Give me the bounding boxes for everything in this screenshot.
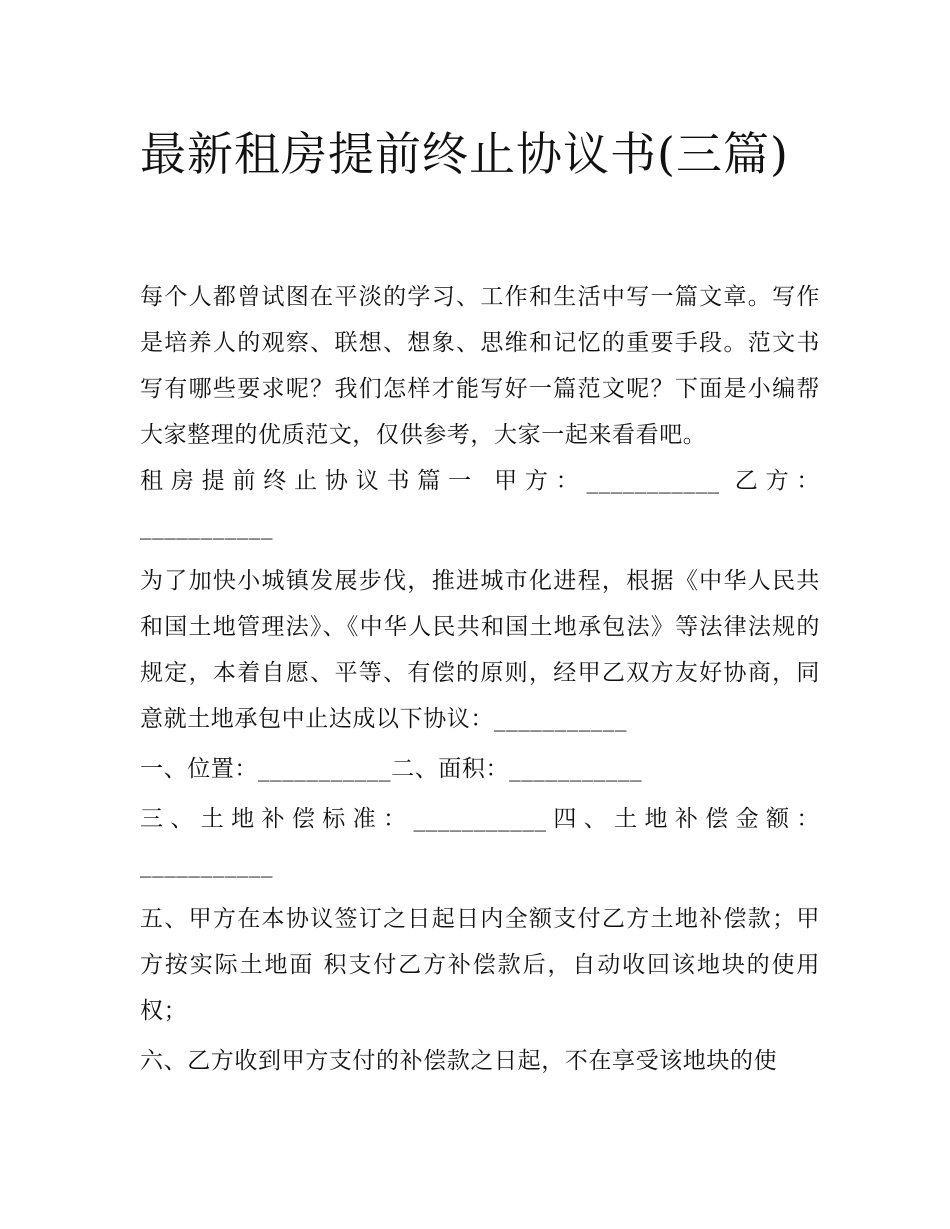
intro-paragraph: 每个人都曾试图在平淡的学习、工作和生活中写一篇文章。写作是培养人的观察、联想、想象、思维和记忆的重要手段。范文书写有哪些要求呢？我们怎样才能写好一篇范文呢？下面是小编帮大家整理的优质范文，仅供参考，大家一起来看看吧。 — [140, 284, 820, 448]
document-body — [140, 274, 820, 1084]
parties-line: 租房提前终止协议书篇一 甲方：___________ 乙方：___________ — [140, 468, 820, 540]
clause-location-area: 一、位置：___________二、面积：___________ — [140, 756, 643, 782]
clause-six: 六、乙方收到甲方支付的补偿款之日起，不在享受该地块的使 — [140, 1048, 778, 1074]
document-title: 最新租房提前终止协议书(三篇) — [140, 127, 789, 181]
clause-compensation: 三、土地补偿标准：___________四、土地补偿金额：___________ — [140, 806, 820, 878]
agreement-preamble: 为了加快小城镇发展步伐，推进城市化进程，根据《中华人民共和国土地管理法》、《中华人民共和国土地承包法》等法律法规的规定，本着自愿、平等、有偿的原则，经甲乙双方友好协商，同意就土地承包中止达成以下协议：___________ — [140, 568, 820, 732]
clause-five: 五、甲方在本协议签订之日起日内全额支付乙方土地补偿款；甲方按实际土地面 积支付乙方补偿款后，自动收回该地块的使用权； — [140, 906, 820, 1024]
